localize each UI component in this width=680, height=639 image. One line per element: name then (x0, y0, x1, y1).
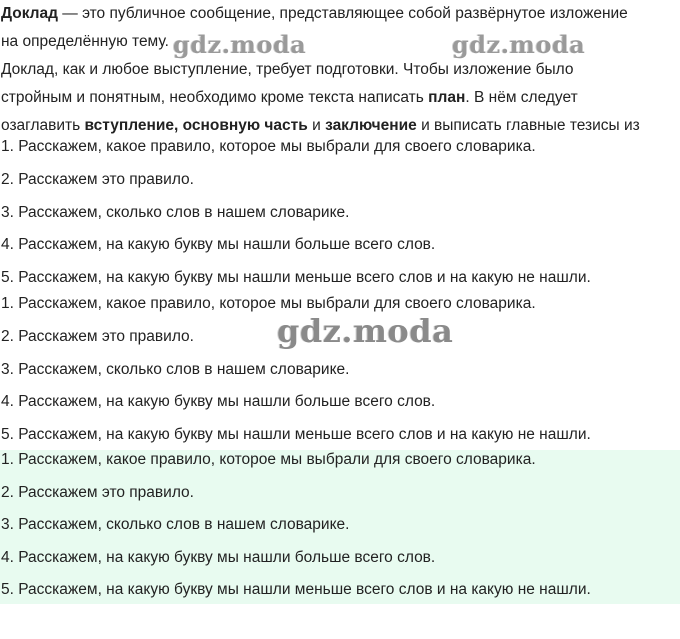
intro-line-4 (1, 84, 679, 112)
term-doklad: Доклад (1, 5, 58, 22)
intro-line-5-mid: и (307, 117, 326, 134)
plan-list-highlighted (0, 450, 680, 604)
intro-line-2: на определённую тему. (1, 33, 169, 50)
list-item: 1. Расскажем, какое правило, которое мы выбрали для своего словарика. (1, 451, 536, 468)
intro-line-5-text: озаглавить (1, 117, 85, 134)
intro-line-3: Доклад, как и любое выступление, требует подготовки. Чтобы изложение было (1, 61, 574, 78)
intro-line-5 (1, 112, 679, 140)
list-item: 2. Расскажем это правило. (1, 170, 194, 188)
watermark: gdz.moda (173, 30, 307, 59)
watermark: gdz.moda (277, 312, 454, 350)
list-item: 5. Расскажем, на какую букву мы нашли меньше всего слов и на какую не нашли. (1, 581, 591, 599)
list-item: 4. Расскажем, на какую букву мы нашли больше всего слов. (1, 548, 436, 566)
list-item: 1. Расскажем, какое правило, которое мы выбрали для своего словарика. (1, 138, 536, 155)
list-item: 1. Расскажем, какое правило, которое мы выбрали для своего словарика. (1, 295, 536, 312)
list-item: 4. Расскажем, на какую букву мы нашли больше всего слов. (1, 236, 436, 254)
term-parts: вступление, основную часть (84, 117, 308, 134)
list-item: 3. Расскажем, сколько слов в нашем словарике. (1, 360, 350, 378)
list-item: 2. Расскажем это правило. (1, 327, 194, 345)
list-item: 3. Расскажем, сколько слов в нашем словарике. (1, 516, 350, 534)
intro-line-1 (1, 0, 679, 28)
list-item: 3. Расскажем, сколько слов в нашем словарике. (1, 203, 350, 221)
list-item: 5. Расскажем, на какую букву мы нашли меньше всего слов и на какую не нашли. (1, 426, 591, 444)
intro-line-4-text: стройным и понятным, необходимо кроме текста написать (1, 89, 429, 106)
list-item: 5. Расскажем, на какую букву мы нашли меньше всего слов и на какую не нашли. (1, 269, 591, 287)
intro-definition: — это публичное сообщение, представляющее собой развёрнутое изложение (57, 5, 628, 22)
term-conclusion: заключение (325, 117, 417, 134)
plan-list-1 (0, 137, 680, 301)
intro-line-5-end: и выписать главные тезисы из (416, 117, 640, 134)
intro-line-4-end: . В нём следует (465, 89, 578, 106)
intro-section (1, 0, 679, 140)
list-item: 2. Расскажем это правило. (1, 483, 194, 501)
term-plan: план (428, 89, 466, 106)
list-item: 4. Расскажем, на какую букву мы нашли больше всего слов. (1, 393, 436, 411)
watermark: gdz.moda (452, 30, 586, 59)
